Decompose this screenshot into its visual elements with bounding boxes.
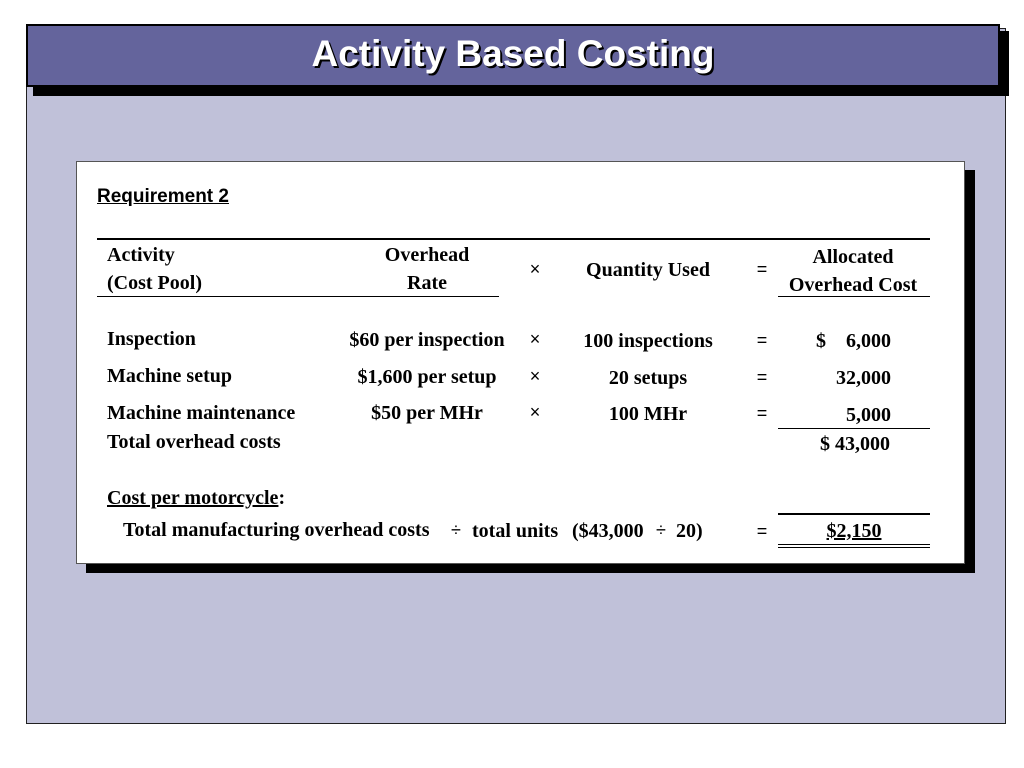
row-rate: $60 per inspection	[349, 329, 505, 351]
header-allocated-line2: Overhead Cost	[788, 274, 918, 296]
header-rate-line2: Rate	[407, 272, 447, 294]
per-unit-label	[107, 487, 285, 509]
header-rate-line1: Overhead	[384, 244, 470, 266]
header-allocated-line1: Allocated	[812, 246, 894, 268]
total-label: Total overhead costs	[107, 431, 281, 453]
row-equals-symbol: =	[756, 330, 768, 350]
cost-per-unit-double-rule	[778, 547, 930, 548]
row-activity: Machine maintenance	[107, 402, 296, 424]
cost-per-unit-double-rule	[778, 544, 930, 545]
per-unit-colon: :	[278, 487, 286, 509]
row-quantity: 100 inspections	[583, 330, 713, 352]
cost-per-unit-top-rule	[778, 513, 930, 515]
cost-per-unit-value: $2,150	[826, 520, 882, 542]
row-cost: 6,000	[846, 330, 891, 352]
row-quantity: 100 MHr	[608, 403, 688, 425]
requirement-label: Requirement 2	[97, 186, 229, 207]
divide-symbol: ÷	[656, 520, 666, 540]
row-equals-symbol: =	[756, 367, 768, 387]
formula-part2: total units	[472, 520, 559, 542]
formula-equals-symbol: =	[756, 521, 768, 541]
header-equals-symbol: =	[756, 259, 768, 279]
subtotal-rule	[778, 428, 930, 429]
row-activity: Machine setup	[107, 365, 232, 387]
header-bottom-rule	[97, 296, 499, 297]
header-activity-line1: Activity	[107, 244, 175, 266]
divide-symbol: ÷	[451, 520, 461, 540]
row-cost-prefix: $	[816, 330, 826, 352]
title-bar	[26, 24, 1000, 87]
header-quantity: Quantity Used	[586, 259, 710, 281]
row-times-symbol: ×	[529, 402, 541, 422]
row-rate: $1,600 per setup	[357, 366, 497, 388]
per-unit-label-text: Cost per motorcycle	[107, 487, 279, 509]
header-bottom-rule-right	[778, 296, 930, 297]
row-cost: 5,000	[846, 404, 891, 426]
row-cost: 32,000	[836, 367, 891, 389]
row-activity: Inspection	[107, 328, 196, 350]
header-top-rule	[97, 238, 930, 240]
formula-calc-close: 20)	[676, 520, 703, 542]
row-rate: $50 per MHr	[371, 402, 483, 424]
formula-calc-open: ($43,000	[572, 520, 644, 542]
row-equals-symbol: =	[756, 403, 768, 423]
row-quantity: 20 setups	[608, 367, 688, 389]
total-value: $ 43,000	[820, 433, 890, 455]
slide-title: Activity Based Costing	[311, 32, 715, 74]
row-times-symbol: ×	[529, 366, 541, 386]
row-times-symbol: ×	[529, 329, 541, 349]
header-times-symbol: ×	[529, 259, 541, 279]
header-activity-line2: (Cost Pool)	[107, 272, 202, 294]
formula-part1: Total manufacturing overhead costs	[123, 519, 430, 541]
